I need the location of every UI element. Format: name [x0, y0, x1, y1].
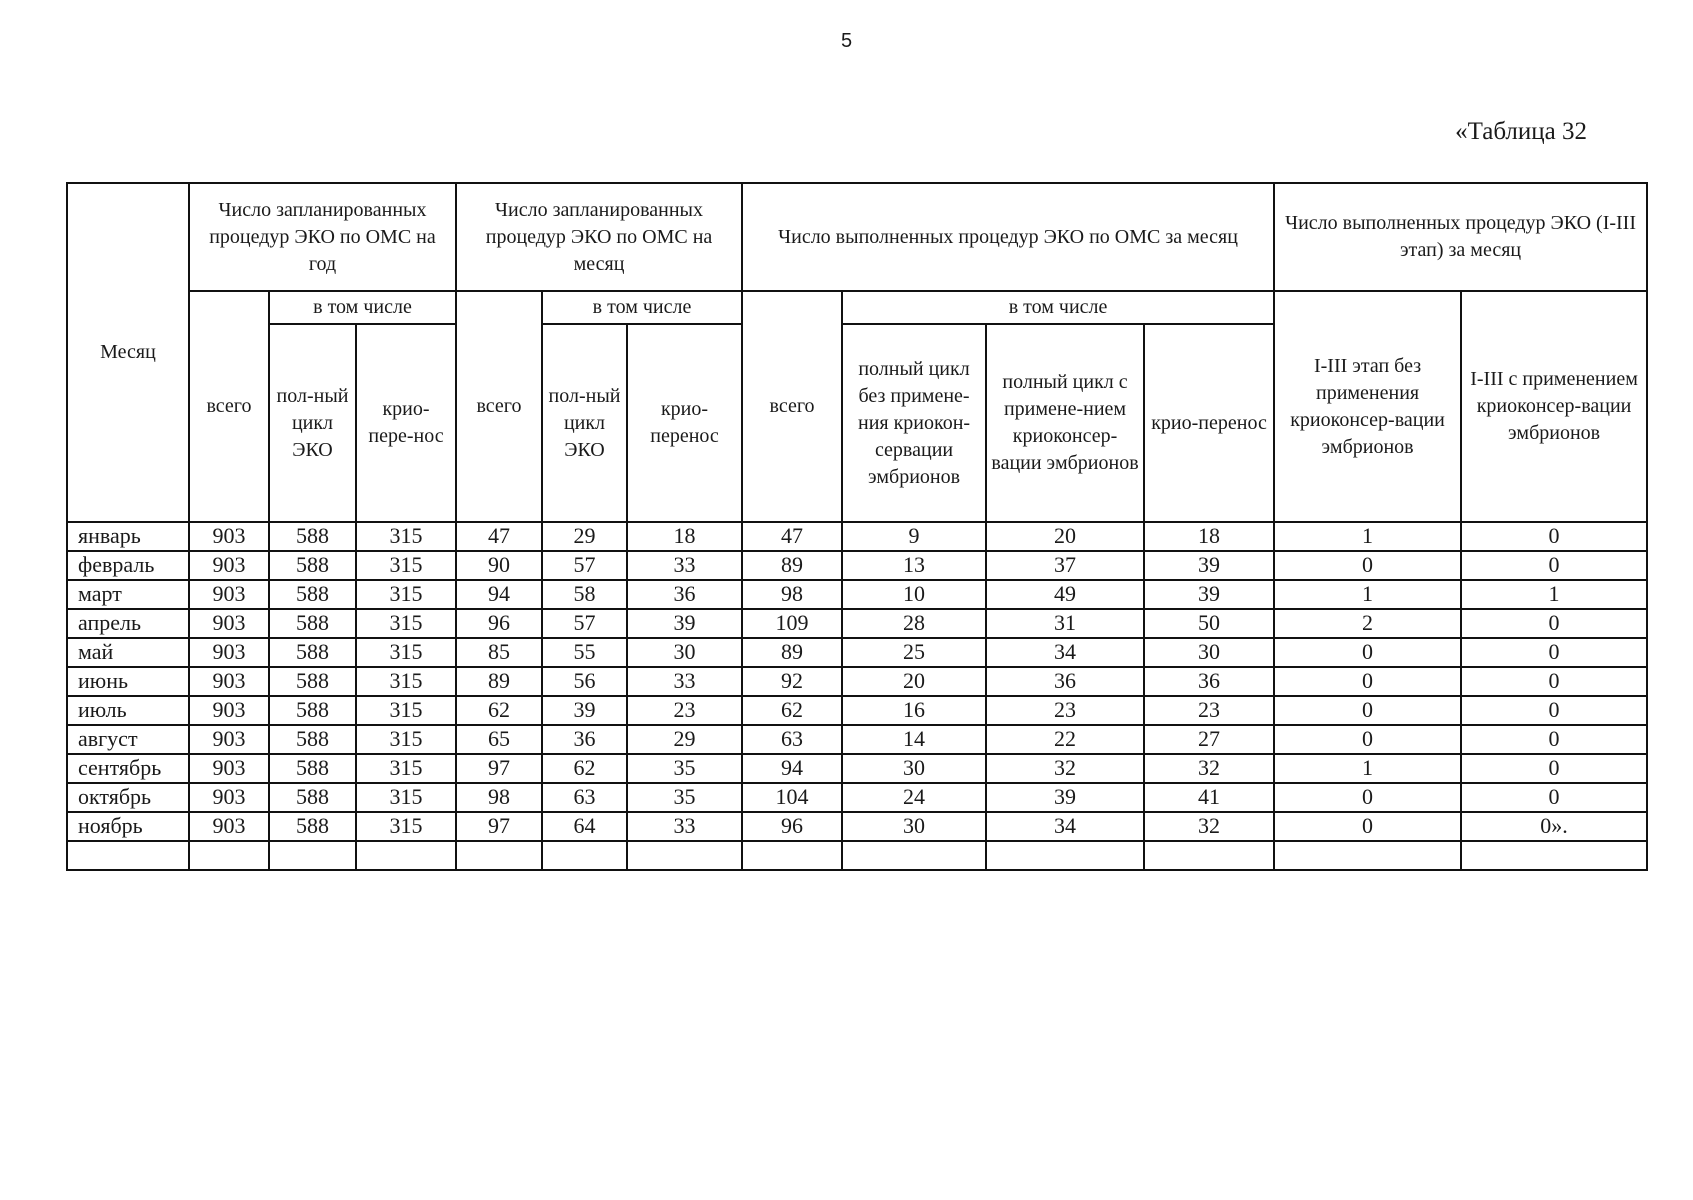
value-cell: 1 [1274, 522, 1461, 551]
header-total-month-done: всего [742, 291, 842, 522]
value-cell: 0 [1274, 812, 1461, 841]
value-cell: 588 [269, 696, 356, 725]
value-cell: 22 [986, 725, 1144, 754]
empty-cell [1144, 841, 1274, 870]
value-cell: 49 [986, 580, 1144, 609]
value-cell: 0 [1274, 725, 1461, 754]
value-cell: 30 [842, 812, 986, 841]
value-cell: 109 [742, 609, 842, 638]
value-cell: 34 [986, 638, 1144, 667]
value-cell: 39 [1144, 551, 1274, 580]
value-cell: 47 [456, 522, 542, 551]
table-row [67, 754, 1647, 783]
value-cell: 65 [456, 725, 542, 754]
value-cell: 315 [356, 609, 456, 638]
empty-cell [1461, 841, 1647, 870]
value-cell: 315 [356, 696, 456, 725]
header-including-month-planned: в том числе [542, 291, 742, 324]
empty-cell [986, 841, 1144, 870]
value-cell: 30 [1144, 638, 1274, 667]
header-full-cycle-year: пол-ный цикл ЭКО [269, 324, 356, 522]
value-cell: 62 [456, 696, 542, 725]
value-cell: 0 [1274, 696, 1461, 725]
table-body [67, 522, 1647, 870]
header-full-cycle-without-cryo: полный цикл без примене-ния криокон-сервации эмбрионов [842, 324, 986, 522]
value-cell: 47 [742, 522, 842, 551]
value-cell: 0 [1274, 551, 1461, 580]
value-cell: 97 [456, 812, 542, 841]
value-cell: 588 [269, 580, 356, 609]
page-number: 5 [840, 30, 853, 52]
value-cell: 903 [189, 725, 269, 754]
table-row [67, 725, 1647, 754]
header-cryo-month-planned: крио-перенос [627, 324, 742, 522]
value-cell: 315 [356, 667, 456, 696]
table-row [67, 580, 1647, 609]
value-cell: 0 [1461, 754, 1647, 783]
header-group-month-done: Число выполненных процедур ЭКО по ОМС за месяц [742, 183, 1274, 291]
value-cell: 92 [742, 667, 842, 696]
empty-cell [269, 841, 356, 870]
value-cell: 50 [1144, 609, 1274, 638]
header-stage-with-cryo: I-III с применением криоконсер-вации эмбрионов [1461, 291, 1647, 522]
value-cell: 588 [269, 754, 356, 783]
value-cell: 0 [1274, 783, 1461, 812]
value-cell: 315 [356, 638, 456, 667]
header-full-cycle-with-cryo: полный цикл с примене-нием криоконсер-вации эмбрионов [986, 324, 1144, 522]
value-cell: 57 [542, 551, 627, 580]
value-cell: 315 [356, 522, 456, 551]
month-cell: октябрь [67, 783, 189, 812]
value-cell: 903 [189, 551, 269, 580]
value-cell: 97 [456, 754, 542, 783]
value-cell: 27 [1144, 725, 1274, 754]
value-cell: 315 [356, 812, 456, 841]
value-cell: 39 [627, 609, 742, 638]
value-cell: 903 [189, 696, 269, 725]
value-cell: 36 [986, 667, 1144, 696]
empty-cell [842, 841, 986, 870]
value-cell: 36 [1144, 667, 1274, 696]
value-cell: 90 [456, 551, 542, 580]
value-cell: 37 [986, 551, 1144, 580]
header-total-month-planned: всего [456, 291, 542, 522]
month-cell: март [67, 580, 189, 609]
value-cell: 35 [627, 754, 742, 783]
table-row [67, 812, 1647, 841]
table-header [67, 183, 1647, 522]
value-cell: 29 [627, 725, 742, 754]
value-cell: 34 [986, 812, 1144, 841]
value-cell: 2 [1274, 609, 1461, 638]
value-cell: 1 [1461, 580, 1647, 609]
value-cell: 14 [842, 725, 986, 754]
value-cell: 315 [356, 725, 456, 754]
value-cell: 33 [627, 551, 742, 580]
value-cell: 98 [456, 783, 542, 812]
value-cell: 64 [542, 812, 627, 841]
header-group-month-planned: Число запланированных процедур ЭКО по ОМС на месяц [456, 183, 742, 291]
value-cell: 39 [542, 696, 627, 725]
value-cell: 89 [742, 638, 842, 667]
value-cell: 57 [542, 609, 627, 638]
value-cell: 55 [542, 638, 627, 667]
value-cell: 903 [189, 609, 269, 638]
value-cell: 903 [189, 580, 269, 609]
empty-cell [1274, 841, 1461, 870]
value-cell: 35 [627, 783, 742, 812]
value-cell: 24 [842, 783, 986, 812]
value-cell: 36 [542, 725, 627, 754]
value-cell: 588 [269, 725, 356, 754]
value-cell: 588 [269, 551, 356, 580]
table-row [67, 522, 1647, 551]
value-cell: 0 [1461, 667, 1647, 696]
value-cell: 588 [269, 783, 356, 812]
value-cell: 98 [742, 580, 842, 609]
value-cell: 63 [742, 725, 842, 754]
month-cell: январь [67, 522, 189, 551]
value-cell: 23 [1144, 696, 1274, 725]
value-cell: 39 [986, 783, 1144, 812]
value-cell: 31 [986, 609, 1144, 638]
empty-cell [356, 841, 456, 870]
value-cell: 10 [842, 580, 986, 609]
value-cell: 315 [356, 783, 456, 812]
month-cell: август [67, 725, 189, 754]
value-cell: 0 [1274, 667, 1461, 696]
value-cell: 13 [842, 551, 986, 580]
value-cell: 0». [1461, 812, 1647, 841]
value-cell: 1 [1274, 580, 1461, 609]
value-cell: 0 [1461, 783, 1647, 812]
header-cryo-month-done: крио-перенос [1144, 324, 1274, 522]
month-cell: сентябрь [67, 754, 189, 783]
value-cell: 62 [542, 754, 627, 783]
empty-cell [67, 841, 189, 870]
empty-cell [456, 841, 542, 870]
value-cell: 903 [189, 783, 269, 812]
header-month: Месяц [67, 183, 189, 522]
value-cell: 903 [189, 667, 269, 696]
table-row [67, 696, 1647, 725]
value-cell: 89 [742, 551, 842, 580]
value-cell: 18 [1144, 522, 1274, 551]
empty-cell [627, 841, 742, 870]
value-cell: 96 [456, 609, 542, 638]
value-cell: 41 [1144, 783, 1274, 812]
header-stage-without-cryo: I-III этап без применения криоконсер-вации эмбрионов [1274, 291, 1461, 522]
value-cell: 315 [356, 754, 456, 783]
value-cell: 94 [456, 580, 542, 609]
value-cell: 1 [1274, 754, 1461, 783]
empty-cell [189, 841, 269, 870]
month-cell: февраль [67, 551, 189, 580]
table-row [67, 609, 1647, 638]
table-row [67, 551, 1647, 580]
header-full-cycle-month-planned: пол-ный цикл ЭКО [542, 324, 627, 522]
table-row [67, 638, 1647, 667]
value-cell: 0 [1461, 609, 1647, 638]
value-cell: 32 [1144, 754, 1274, 783]
value-cell: 588 [269, 522, 356, 551]
value-cell: 96 [742, 812, 842, 841]
month-cell: июль [67, 696, 189, 725]
value-cell: 29 [542, 522, 627, 551]
value-cell: 23 [986, 696, 1144, 725]
value-cell: 588 [269, 638, 356, 667]
header-including-month-done: в том числе [842, 291, 1274, 324]
value-cell: 32 [1144, 812, 1274, 841]
value-cell: 63 [542, 783, 627, 812]
empty-cell [742, 841, 842, 870]
value-cell: 315 [356, 551, 456, 580]
header-group-year: Число запланированных процедур ЭКО по ОМС на год [189, 183, 456, 291]
value-cell: 30 [842, 754, 986, 783]
table-row [67, 783, 1647, 812]
value-cell: 58 [542, 580, 627, 609]
table-row [67, 667, 1647, 696]
value-cell: 62 [742, 696, 842, 725]
value-cell: 18 [627, 522, 742, 551]
value-cell: 903 [189, 638, 269, 667]
value-cell: 33 [627, 812, 742, 841]
value-cell: 588 [269, 667, 356, 696]
month-cell: ноябрь [67, 812, 189, 841]
value-cell: 315 [356, 580, 456, 609]
header-cryo-year: крио-пере-нос [356, 324, 456, 522]
value-cell: 39 [1144, 580, 1274, 609]
value-cell: 0 [1461, 638, 1647, 667]
value-cell: 9 [842, 522, 986, 551]
value-cell: 588 [269, 609, 356, 638]
value-cell: 0 [1461, 696, 1647, 725]
value-cell: 903 [189, 812, 269, 841]
value-cell: 0 [1274, 638, 1461, 667]
value-cell: 0 [1461, 725, 1647, 754]
value-cell: 588 [269, 812, 356, 841]
value-cell: 23 [627, 696, 742, 725]
month-cell: май [67, 638, 189, 667]
value-cell: 0 [1461, 522, 1647, 551]
value-cell: 16 [842, 696, 986, 725]
empty-row [67, 841, 1647, 870]
value-cell: 903 [189, 522, 269, 551]
value-cell: 85 [456, 638, 542, 667]
value-cell: 33 [627, 667, 742, 696]
value-cell: 94 [742, 754, 842, 783]
value-cell: 25 [842, 638, 986, 667]
value-cell: 20 [986, 522, 1144, 551]
value-cell: 36 [627, 580, 742, 609]
value-cell: 28 [842, 609, 986, 638]
value-cell: 89 [456, 667, 542, 696]
empty-cell [542, 841, 627, 870]
month-cell: апрель [67, 609, 189, 638]
table-caption: «Таблица 32 [1455, 118, 1587, 145]
value-cell: 104 [742, 783, 842, 812]
eco-procedures-table [66, 182, 1648, 871]
value-cell: 56 [542, 667, 627, 696]
header-including-year: в том числе [269, 291, 456, 324]
value-cell: 0 [1461, 551, 1647, 580]
header-group-stage: Число выполненных процедур ЭКО (I-III этап) за месяц [1274, 183, 1647, 291]
value-cell: 30 [627, 638, 742, 667]
value-cell: 903 [189, 754, 269, 783]
header-total-year: всего [189, 291, 269, 522]
value-cell: 20 [842, 667, 986, 696]
value-cell: 32 [986, 754, 1144, 783]
month-cell: июнь [67, 667, 189, 696]
